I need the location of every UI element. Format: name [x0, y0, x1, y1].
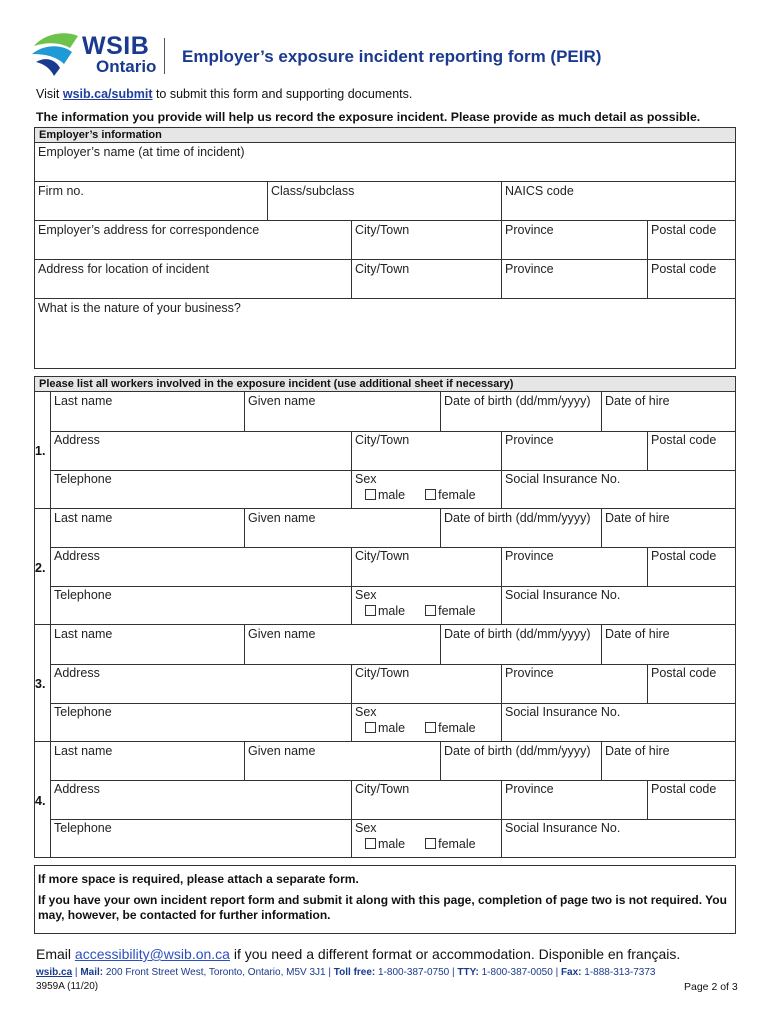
worker-address-field[interactable]: Address: [50, 431, 351, 470]
wsib-logo: [30, 30, 155, 78]
correspondence-address-field[interactable]: Employer’s address for correspondence: [34, 221, 351, 259]
male-label: male: [378, 604, 406, 619]
worker-given-name-field[interactable]: Given name: [244, 625, 440, 664]
page-number: Page 2 of 3: [684, 981, 738, 993]
incident-postal-field[interactable]: Postal code: [647, 260, 736, 298]
worker-last-name-field[interactable]: Last name: [50, 625, 244, 664]
worker-number: 2.: [35, 560, 46, 575]
worker-sin-field[interactable]: Social Insurance No.: [501, 586, 736, 625]
worker-address-field[interactable]: Address: [50, 547, 351, 586]
worker-sex-label: Sex: [355, 704, 377, 719]
worker-sex-group: [351, 703, 501, 742]
worker-telephone-field[interactable]: Telephone: [50, 586, 351, 625]
tty-number: 1-800-387-0050 |: [478, 967, 561, 978]
worker-telephone-field[interactable]: Telephone: [50, 703, 351, 742]
accessibility-email-link[interactable]: accessibility@wsib.on.ca: [74, 946, 230, 962]
naics-code-field[interactable]: NAICS code: [501, 182, 736, 220]
worker-postal-field[interactable]: Postal code: [647, 664, 736, 703]
logo-text-wsib: WSIB: [82, 32, 150, 60]
worker-number: 3.: [35, 677, 46, 691]
female-label: female: [438, 720, 476, 735]
page-title: Employer’s exposure incident reporting form (PEIR): [182, 47, 602, 66]
form-code: 3959A (11/20): [36, 981, 99, 992]
visit-line: [36, 87, 412, 101]
worker-last-name-field[interactable]: Last name: [50, 392, 244, 431]
worker-sex-label: Sex: [355, 588, 377, 603]
female-label: female: [438, 837, 476, 852]
visit-prefix: Visit: [36, 87, 63, 101]
worker-telephone-field[interactable]: Telephone: [50, 819, 351, 858]
workers-section-title: Please list all workers involved in the exposure incident (use additional sheet if necessary): [35, 377, 735, 391]
fax-number: 1-888-313-7373: [581, 967, 656, 978]
worker-given-name-field[interactable]: Given name: [244, 392, 440, 431]
class-subclass-field[interactable]: Class/subclass: [267, 182, 501, 220]
worker-hire-date-field[interactable]: Date of hire: [601, 742, 736, 781]
worker-number: 4.: [35, 793, 46, 808]
male-label: male: [378, 720, 406, 735]
male-checkbox[interactable]: [365, 489, 376, 500]
worker-postal-field[interactable]: Postal code: [647, 547, 736, 586]
worker-sex-label: Sex: [355, 471, 377, 486]
tollfree-label: Toll free:: [333, 967, 376, 978]
incident-province-field[interactable]: Province: [501, 260, 647, 298]
worker-city-field[interactable]: City/Town: [351, 431, 501, 470]
male-label: male: [378, 487, 406, 502]
employer-name-field[interactable]: Employer’s name (at time of incident): [34, 143, 736, 181]
worker-dob-field[interactable]: Date of birth (dd/mm/yyyy): [440, 509, 601, 548]
male-checkbox[interactable]: [365, 838, 376, 849]
worker-sex-group: [351, 470, 501, 509]
male-label: male: [378, 837, 406, 852]
note-line-1: If more space is required, please attach a separate form.: [38, 872, 359, 886]
employer-section-title: Employer’s information: [35, 128, 735, 142]
header-divider: [164, 38, 165, 74]
worker-last-name-field[interactable]: Last name: [50, 509, 244, 548]
worker-dob-field[interactable]: Date of birth (dd/mm/yyyy): [440, 625, 601, 664]
intro-notice: The information you provide will help us record the exposure incident. Please provide as much detail as possible.: [36, 110, 701, 124]
incident-address-field[interactable]: Address for location of incident: [34, 260, 351, 298]
worker-province-field[interactable]: Province: [501, 664, 647, 703]
wsib-site-link[interactable]: wsib.ca: [36, 967, 73, 978]
worker-number: 1.: [35, 444, 46, 458]
worker-sex-label: Sex: [355, 821, 377, 836]
female-label: female: [438, 487, 476, 502]
worker-sin-field[interactable]: Social Insurance No.: [501, 470, 736, 509]
worker-hire-date-field[interactable]: Date of hire: [601, 625, 736, 664]
email-suffix: if you need a different format or accommodation. Disponible en français.: [229, 946, 681, 962]
correspondence-city-field[interactable]: City/Town: [351, 221, 501, 259]
email-prefix: Email: [36, 946, 75, 962]
worker-hire-date-field[interactable]: Date of hire: [601, 392, 736, 431]
worker-province-field[interactable]: Province: [501, 431, 647, 470]
nature-of-business-field[interactable]: What is the nature of your business?: [34, 299, 736, 368]
worker-dob-field[interactable]: Date of birth (dd/mm/yyyy): [440, 742, 601, 781]
female-label: female: [438, 604, 476, 619]
correspondence-postal-field[interactable]: Postal code: [647, 221, 736, 259]
worker-postal-field[interactable]: Postal code: [647, 780, 736, 819]
logo-text-ontario: Ontario: [96, 57, 157, 76]
incident-city-field[interactable]: City/Town: [351, 260, 501, 298]
mail-label: Mail:: [80, 967, 104, 978]
worker-sex-group: [351, 586, 501, 625]
worker-sin-field[interactable]: Social Insurance No.: [501, 819, 736, 858]
worker-hire-date-field[interactable]: Date of hire: [601, 509, 736, 548]
worker-city-field[interactable]: City/Town: [351, 664, 501, 703]
worker-province-field[interactable]: Province: [501, 547, 647, 586]
submit-link[interactable]: wsib.ca/submit: [62, 87, 153, 101]
correspondence-province-field[interactable]: Province: [501, 221, 647, 259]
female-checkbox[interactable]: [425, 722, 436, 733]
male-checkbox[interactable]: [365, 605, 376, 616]
worker-postal-field[interactable]: Postal code: [647, 431, 736, 470]
worker-dob-field[interactable]: Date of birth (dd/mm/yyyy): [440, 392, 601, 431]
worker-given-name-field[interactable]: Given name: [244, 509, 440, 548]
worker-city-field[interactable]: City/Town: [351, 780, 501, 819]
worker-address-field[interactable]: Address: [50, 664, 351, 703]
worker-telephone-field[interactable]: Telephone: [50, 470, 351, 509]
firm-number-field[interactable]: Firm no.: [34, 182, 267, 220]
female-checkbox[interactable]: [425, 605, 436, 616]
worker-given-name-field[interactable]: Given name: [244, 742, 440, 781]
worker-sin-field[interactable]: Social Insurance No.: [501, 703, 736, 742]
worker-address-field[interactable]: Address: [50, 780, 351, 819]
tty-label: TTY:: [457, 967, 479, 978]
male-checkbox[interactable]: [365, 722, 376, 733]
worker-province-field[interactable]: Province: [501, 780, 647, 819]
footer-email-line: [36, 946, 680, 962]
worker-city-field[interactable]: City/Town: [351, 547, 501, 586]
mail-address: 200 Front Street West, Toronto, Ontario, M5V 3J1 |: [103, 967, 334, 978]
wsib-logo-mark-icon: [30, 30, 80, 76]
fax-label: Fax:: [560, 967, 582, 978]
footer-contact-line: wsib.ca | Mail: 200 Front Street West, Toronto, Ontario, M5V 3J1 | Toll free: 1-800-387-0750 | TTY: 1-800-387-0050 | Fax: 1-888-313-7373: [36, 967, 656, 978]
tollfree-number: 1-800-387-0750 |: [375, 967, 458, 978]
note-line-2: If you have your own incident report form and submit it along with this page, completion of page two is not required. You may, however, be contacted for further information.: [38, 893, 727, 922]
worker-last-name-field[interactable]: Last name: [50, 742, 244, 781]
female-checkbox[interactable]: [425, 838, 436, 849]
worker-sex-group: [351, 819, 501, 858]
female-checkbox[interactable]: [425, 489, 436, 500]
note-box: [34, 865, 736, 934]
visit-suffix: to submit this form and supporting documents.: [152, 87, 413, 101]
